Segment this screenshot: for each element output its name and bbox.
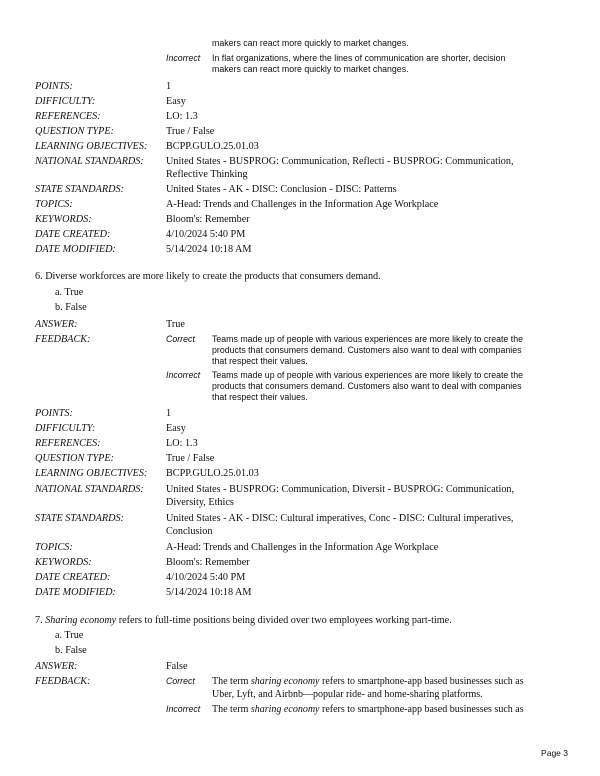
meta-value-line: Diversity, Ethics — [166, 497, 234, 508]
question-number: 7. — [35, 615, 43, 626]
meta-label: LEARNING OBJECTIVES: — [35, 141, 148, 152]
q6-feedback-correct — [166, 334, 566, 367]
meta-label: DIFFICULTY: — [35, 423, 96, 434]
page-number: Page 3 — [541, 748, 568, 758]
meta-value: A-Head: Trends and Challenges in the Information Age Workplace — [166, 199, 439, 210]
incorrect-label: Incorrect — [166, 370, 201, 380]
meta-value: Easy — [166, 96, 186, 107]
incorrect-text-line — [212, 703, 566, 716]
meta-value: A-Head: Trends and Challenges in the Information Age Workplace — [166, 542, 439, 553]
feedback-post: refers to smartphone-app based businesses such as — [321, 676, 524, 687]
meta-label: KEYWORDS: — [35, 557, 92, 568]
meta-label: QUESTION TYPE: — [35, 126, 114, 137]
meta-value-line: United States - BUSPROG: Communication, Reflecti - BUSPROG: Communication, — [166, 156, 514, 167]
feedback-term: sharing economy — [250, 676, 320, 687]
correct-text-line: Teams made up of people with various experiences are more likely to create the — [212, 334, 523, 344]
meta-label: DATE CREATED: — [35, 229, 111, 240]
meta-value: BCPP.GULO.25.01.03 — [166, 468, 259, 479]
meta-label: LEARNING OBJECTIVES: — [35, 468, 148, 479]
question-term: Sharing economy — [45, 615, 117, 626]
correct-text-line: products that consumers demand. Customers also want to deal with companies — [212, 345, 522, 355]
meta-value — [166, 512, 566, 538]
correct-text-line — [212, 675, 566, 688]
incorrect-text-line: makers can react more quickly to market changes. — [212, 64, 409, 74]
feedback-post: refers to smartphone-app based businesses such as — [321, 704, 524, 715]
feedback-label: FEEDBACK: — [35, 676, 91, 687]
question-7-option-b: b. False — [55, 645, 87, 656]
feedback-label: FEEDBACK: — [35, 334, 91, 345]
prev-feedback-incorrect — [166, 53, 566, 75]
meta-value: 5/14/2024 10:18 AM — [166, 587, 252, 598]
meta-value: 1 — [166, 81, 172, 92]
meta-label: NATIONAL STANDARDS: — [35, 156, 144, 167]
meta-label: DATE CREATED: — [35, 572, 111, 583]
incorrect-label: Incorrect — [166, 704, 201, 714]
incorrect-text-line: that respect their values. — [212, 392, 308, 402]
meta-value: LO: 1.3 — [166, 111, 198, 122]
question-6-option-b: b. False — [55, 302, 87, 313]
meta-value: LO: 1.3 — [166, 438, 198, 449]
meta-value: True / False — [166, 126, 215, 137]
meta-label: POINTS: — [35, 408, 73, 419]
meta-label: DIFFICULTY: — [35, 96, 96, 107]
question-7-option-a: a. True — [55, 630, 84, 641]
correct-label: Correct — [166, 334, 195, 344]
meta-label: DATE MODIFIED: — [35, 587, 116, 598]
meta-value: United States - AK - DISC: Conclusion - DISC: Patterns — [166, 184, 397, 195]
meta-value: Easy — [166, 423, 186, 434]
meta-value: 5/14/2024 10:18 AM — [166, 244, 252, 255]
meta-value — [166, 155, 566, 181]
incorrect-text-line: In flat organizations, where the lines of communication are shorter, decision — [212, 53, 506, 63]
meta-value: 4/10/2024 5:40 PM — [166, 572, 246, 583]
feedback-pre: The term — [212, 676, 249, 687]
feedback-term: sharing economy — [250, 704, 320, 715]
answer-label: ANSWER: — [35, 319, 78, 330]
meta-value: 1 — [166, 408, 172, 419]
meta-value-line: Reflective Thinking — [166, 169, 248, 180]
q7-feedback-incorrect — [166, 703, 566, 716]
question-6-text: 6. Diverse workforces are more likely to create the products that consumers demand. — [35, 271, 381, 282]
question-rest: refers to full-time positions being divided over two employees working part-time. — [118, 615, 452, 626]
meta-value — [166, 483, 566, 509]
meta-value: 4/10/2024 5:40 PM — [166, 229, 246, 240]
q6-feedback-incorrect — [166, 370, 566, 403]
correct-label: Correct — [166, 676, 195, 686]
meta-label: REFERENCES: — [35, 438, 101, 449]
q7-feedback-correct — [166, 675, 566, 701]
meta-value: Bloom's: Remember — [166, 557, 250, 568]
prev-feedback-continuation — [166, 38, 566, 49]
correct-text-line: that respect their values. — [212, 356, 308, 366]
feedback-pre: The term — [212, 704, 249, 715]
meta-label: KEYWORDS: — [35, 214, 92, 225]
meta-value: True / False — [166, 453, 215, 464]
meta-label: REFERENCES: — [35, 111, 101, 122]
incorrect-text-line: Teams made up of people with various experiences are more likely to create the — [212, 370, 523, 380]
incorrect-text-line: products that consumers demand. Customers also want to deal with companies — [212, 381, 522, 391]
correct-text-line: Uber, Lyft, and Airbnb—popular ride- and home-sharing platforms. — [212, 689, 483, 700]
meta-label: TOPICS: — [35, 542, 73, 553]
meta-label: STATE STANDARDS: — [35, 513, 124, 524]
answer-value: False — [166, 661, 188, 672]
incorrect-label: Incorrect — [166, 53, 201, 63]
meta-value-line: United States - BUSPROG: Communication, Diversit - BUSPROG: Communication, — [166, 484, 515, 495]
meta-value-line: United States - AK - DISC: Cultural imperatives, Conc - DISC: Cultural imperatives, — [166, 513, 514, 524]
meta-label: TOPICS: — [35, 199, 73, 210]
question-7-text — [35, 614, 575, 627]
meta-label: NATIONAL STANDARDS: — [35, 484, 144, 495]
meta-label: DATE MODIFIED: — [35, 244, 116, 255]
answer-value: True — [166, 319, 185, 330]
meta-value: BCPP.GULO.25.01.03 — [166, 141, 259, 152]
meta-label: STATE STANDARDS: — [35, 184, 124, 195]
prev-feedback-text: makers can react more quickly to market changes. — [212, 38, 409, 48]
question-6-option-a: a. True — [55, 287, 84, 298]
answer-label: ANSWER: — [35, 661, 78, 672]
meta-value-line: Conclusion — [166, 526, 213, 537]
meta-value: Bloom's: Remember — [166, 214, 250, 225]
meta-label: POINTS: — [35, 81, 73, 92]
meta-label: QUESTION TYPE: — [35, 453, 114, 464]
